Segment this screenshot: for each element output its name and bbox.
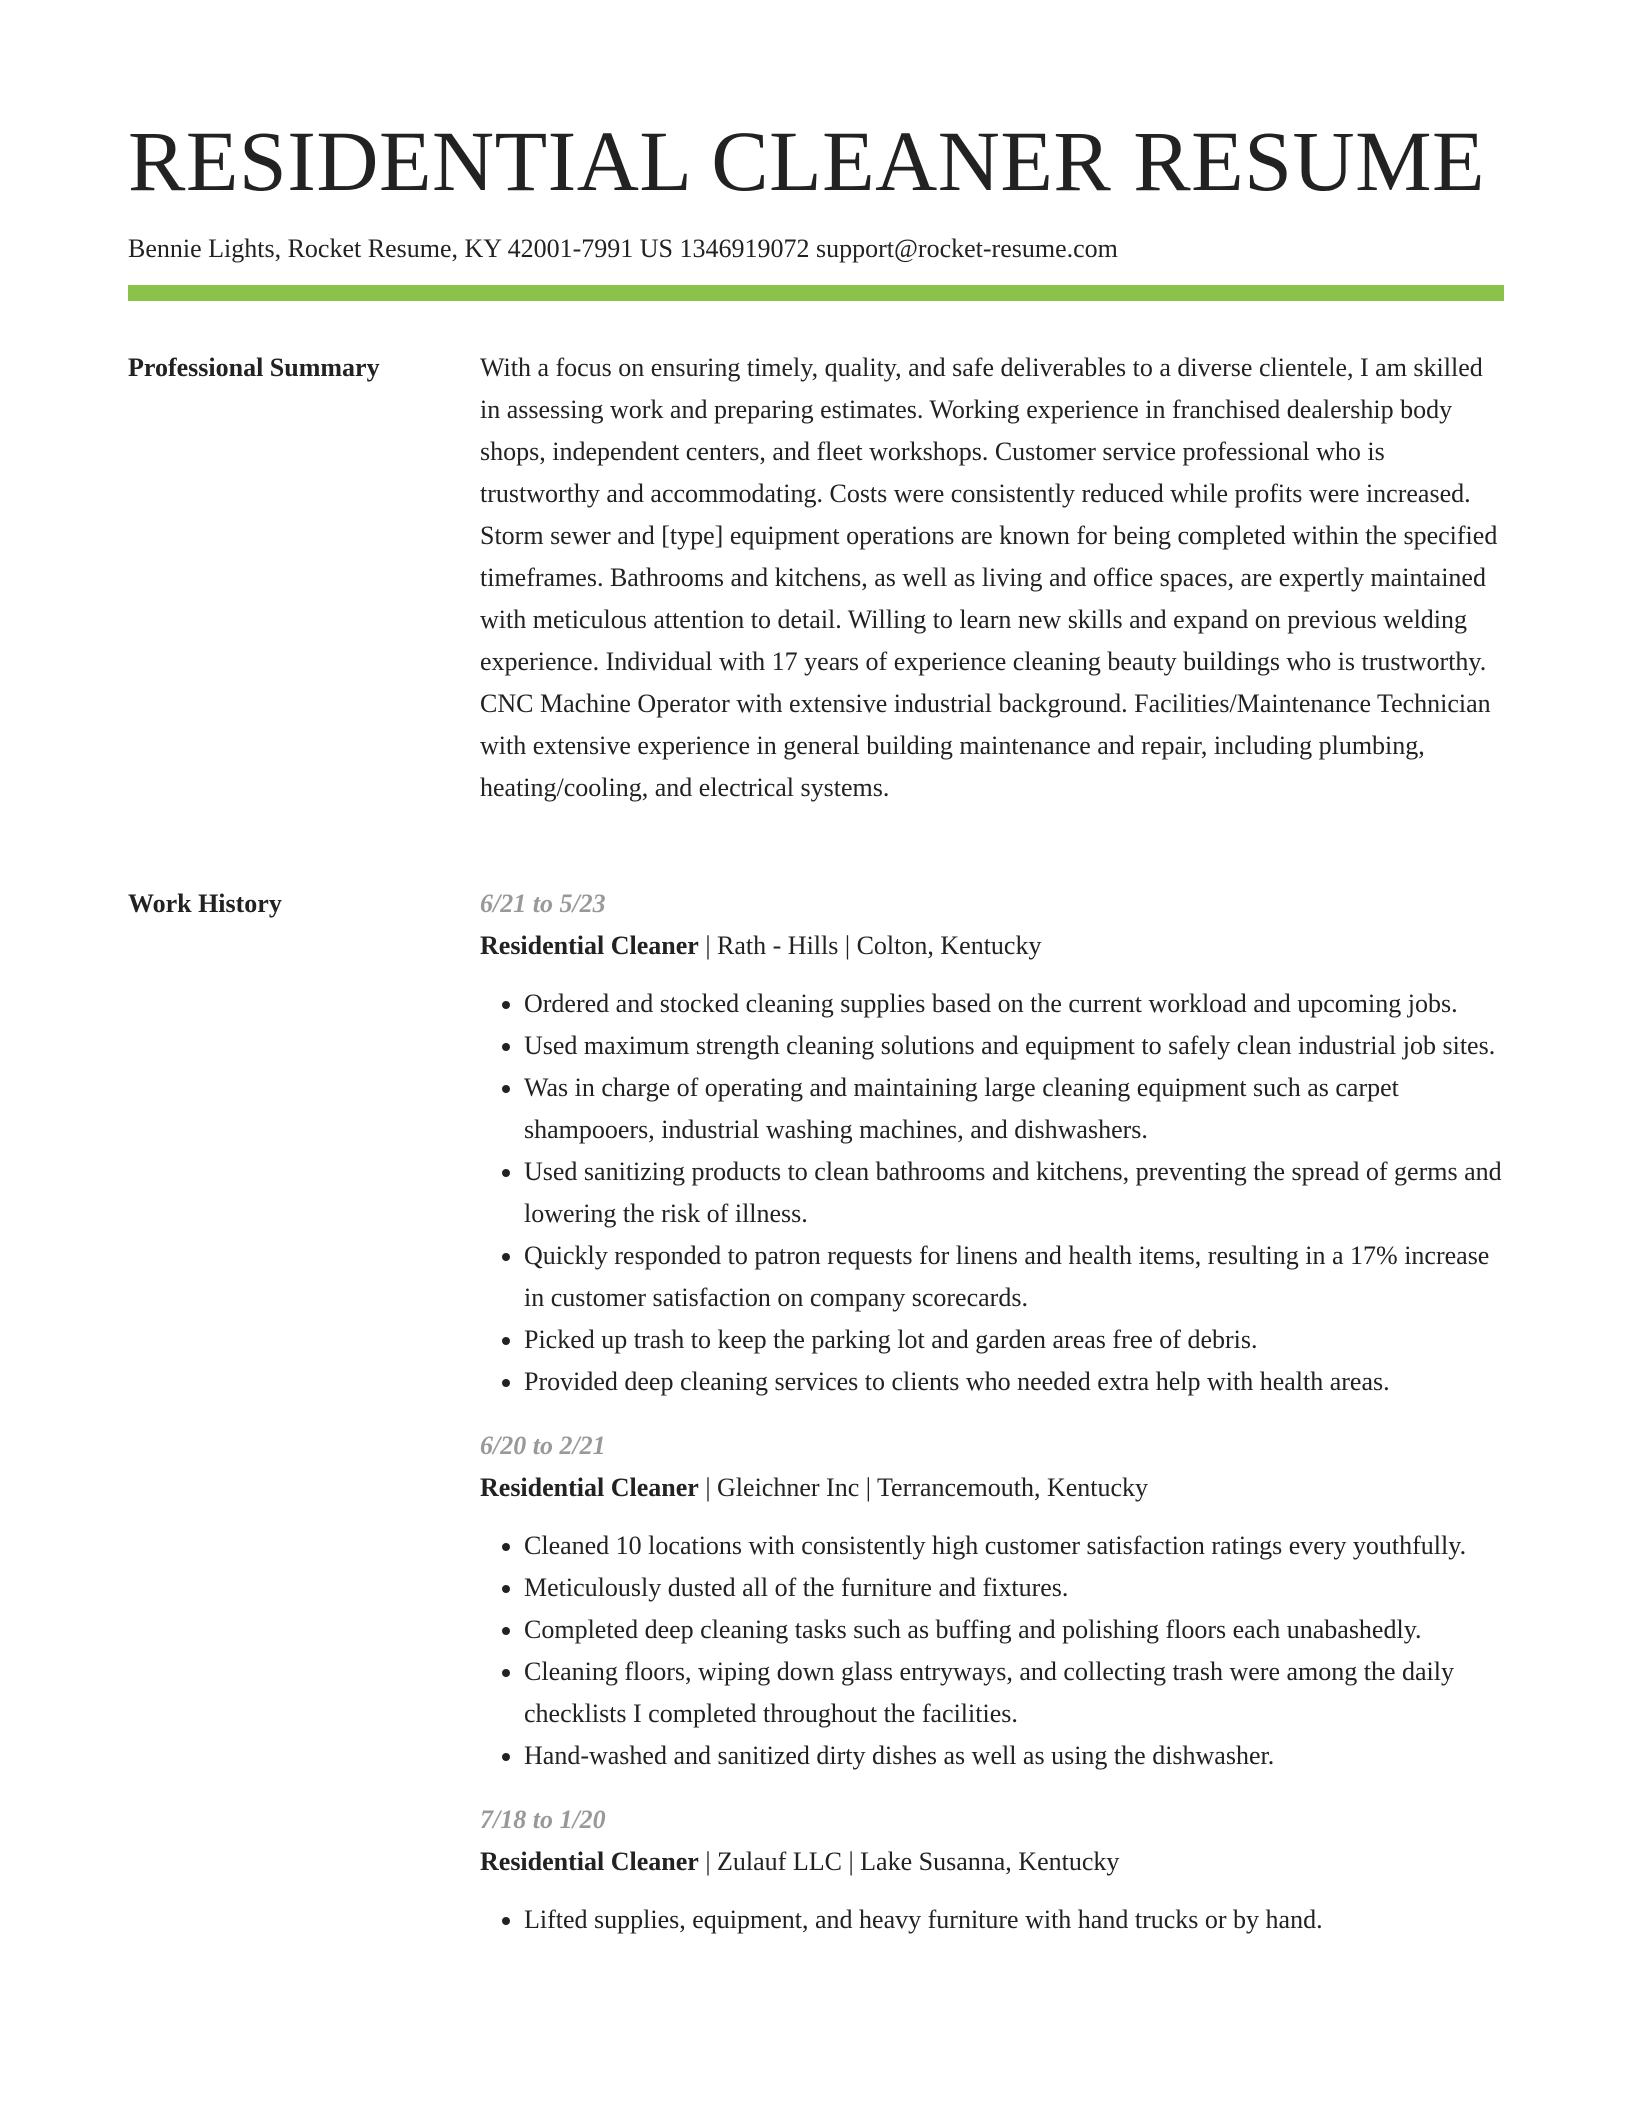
job-separator: | — [698, 931, 718, 960]
job-location: Colton, Kentucky — [856, 931, 1042, 960]
job-title: Residential Cleaner — [480, 1473, 699, 1502]
job-location: Terrancemouth, Kentucky — [876, 1473, 1149, 1502]
summary-section — [480, 347, 1504, 809]
job-separator: | — [698, 1473, 718, 1502]
job-heading — [480, 1467, 1504, 1509]
job-location: Lake Susanna, Kentucky — [860, 1847, 1120, 1876]
job-bullet: • Used maximum strength cleaning solutions and equipment to safely clean industrial job sites. — [524, 1025, 1504, 1067]
job-bullets — [480, 1525, 1504, 1777]
job-entry — [480, 883, 1504, 1403]
job-bullet: • Was in charge of operating and maintaining large cleaning equipment such as carpet shampooers, industrial washing machines, and dishwashers. — [524, 1067, 1504, 1151]
job-bullet: • Hand-washed and sanitized dirty dishes as well as using the dishwasher. — [524, 1735, 1504, 1777]
job-bullet: • Completed deep cleaning tasks such as buffing and polishing floors each unabashedly. — [524, 1609, 1504, 1651]
job-bullet: • Lifted supplies, equipment, and heavy furniture with hand trucks or by hand. — [524, 1899, 1504, 1941]
job-bullet: • Quickly responded to patron requests for linens and health items, resulting in a 17% increase in customer satisfaction on company scorecards. — [524, 1235, 1504, 1319]
job-dates: 6/21 to 5/23 — [480, 889, 606, 918]
job-separator: | — [698, 1847, 718, 1876]
job-bullet: • Cleaning floors, wiping down glass entryways, and collecting trash were among the daily checklists I completed throughout the facilities. — [524, 1651, 1504, 1735]
job-heading — [480, 925, 1504, 967]
job-bullet: • Meticulously dusted all of the furniture and fixtures. — [524, 1567, 1504, 1609]
job-entry — [480, 1425, 1504, 1777]
job-bullet: • Used sanitizing products to clean bathrooms and kitchens, preventing the spread of germs and lowering the risk of illness. — [524, 1151, 1504, 1235]
job-entry — [480, 1799, 1504, 1941]
job-bullet: • Cleaned 10 locations with consistently high customer satisfaction ratings every youthfully. — [524, 1525, 1504, 1567]
job-dates: 6/20 to 2/21 — [480, 1431, 606, 1460]
job-company: Gleichner Inc — [717, 1473, 860, 1502]
job-bullet: • Ordered and stocked cleaning supplies based on the current workload and upcoming jobs. — [524, 983, 1504, 1025]
job-company: Rath - Hills — [717, 931, 839, 960]
job-bullet: • Provided deep cleaning services to clients who needed extra help with health areas. — [524, 1361, 1504, 1403]
contact-line: Bennie Lights, Rocket Resume, KY 42001-7991 US 1346919072 support@rocket-resume.com — [128, 234, 1118, 263]
job-title: Residential Cleaner — [480, 931, 699, 960]
job-separator: | — [859, 1473, 877, 1502]
job-heading — [480, 1841, 1504, 1883]
job-bullets — [480, 1899, 1504, 1941]
summary-label: Professional Summary — [128, 353, 380, 382]
summary-text: With a focus on ensuring timely, quality, and safe deliverables to a diverse clientele, I am skilled in assessing work and preparing estimates. Working experience in franchised dealership body shops, independent centers, and fleet workshops. Customer service professional who is trustworthy and accommodating. Costs were consistently reduced while profits were increased. Storm sewer and [type] equipment operations are known for being completed within the specified timeframes. Bathrooms and kitchens, as well as living and office spaces, are expertly maintained with meticulous attention to detail. Willing to learn new skills and expand on previous welding experience. Individual with 17 years of experience cleaning beauty buildings who is trustworthy. CNC Machine Operator with extensive industrial background. Facilities/Maintenance Technician with extensive experience in general building maintenance and repair, including plumbing, heating/cooling, and electrical systems. — [480, 353, 1498, 802]
job-title: Residential Cleaner — [480, 1847, 699, 1876]
job-separator: | — [838, 931, 857, 960]
resume-title: RESIDENTIAL CLEANER RESUME — [128, 113, 1486, 209]
work-history-section — [480, 883, 1504, 1963]
job-bullet: • Picked up trash to keep the parking lot and garden areas free of debris. — [524, 1319, 1504, 1361]
work-history-label: Work History — [128, 889, 282, 918]
accent-divider — [128, 285, 1504, 301]
job-company: Zulauf LLC — [717, 1847, 842, 1876]
job-bullets — [480, 983, 1504, 1403]
job-separator: | — [841, 1847, 861, 1876]
job-dates: 7/18 to 1/20 — [480, 1805, 606, 1834]
